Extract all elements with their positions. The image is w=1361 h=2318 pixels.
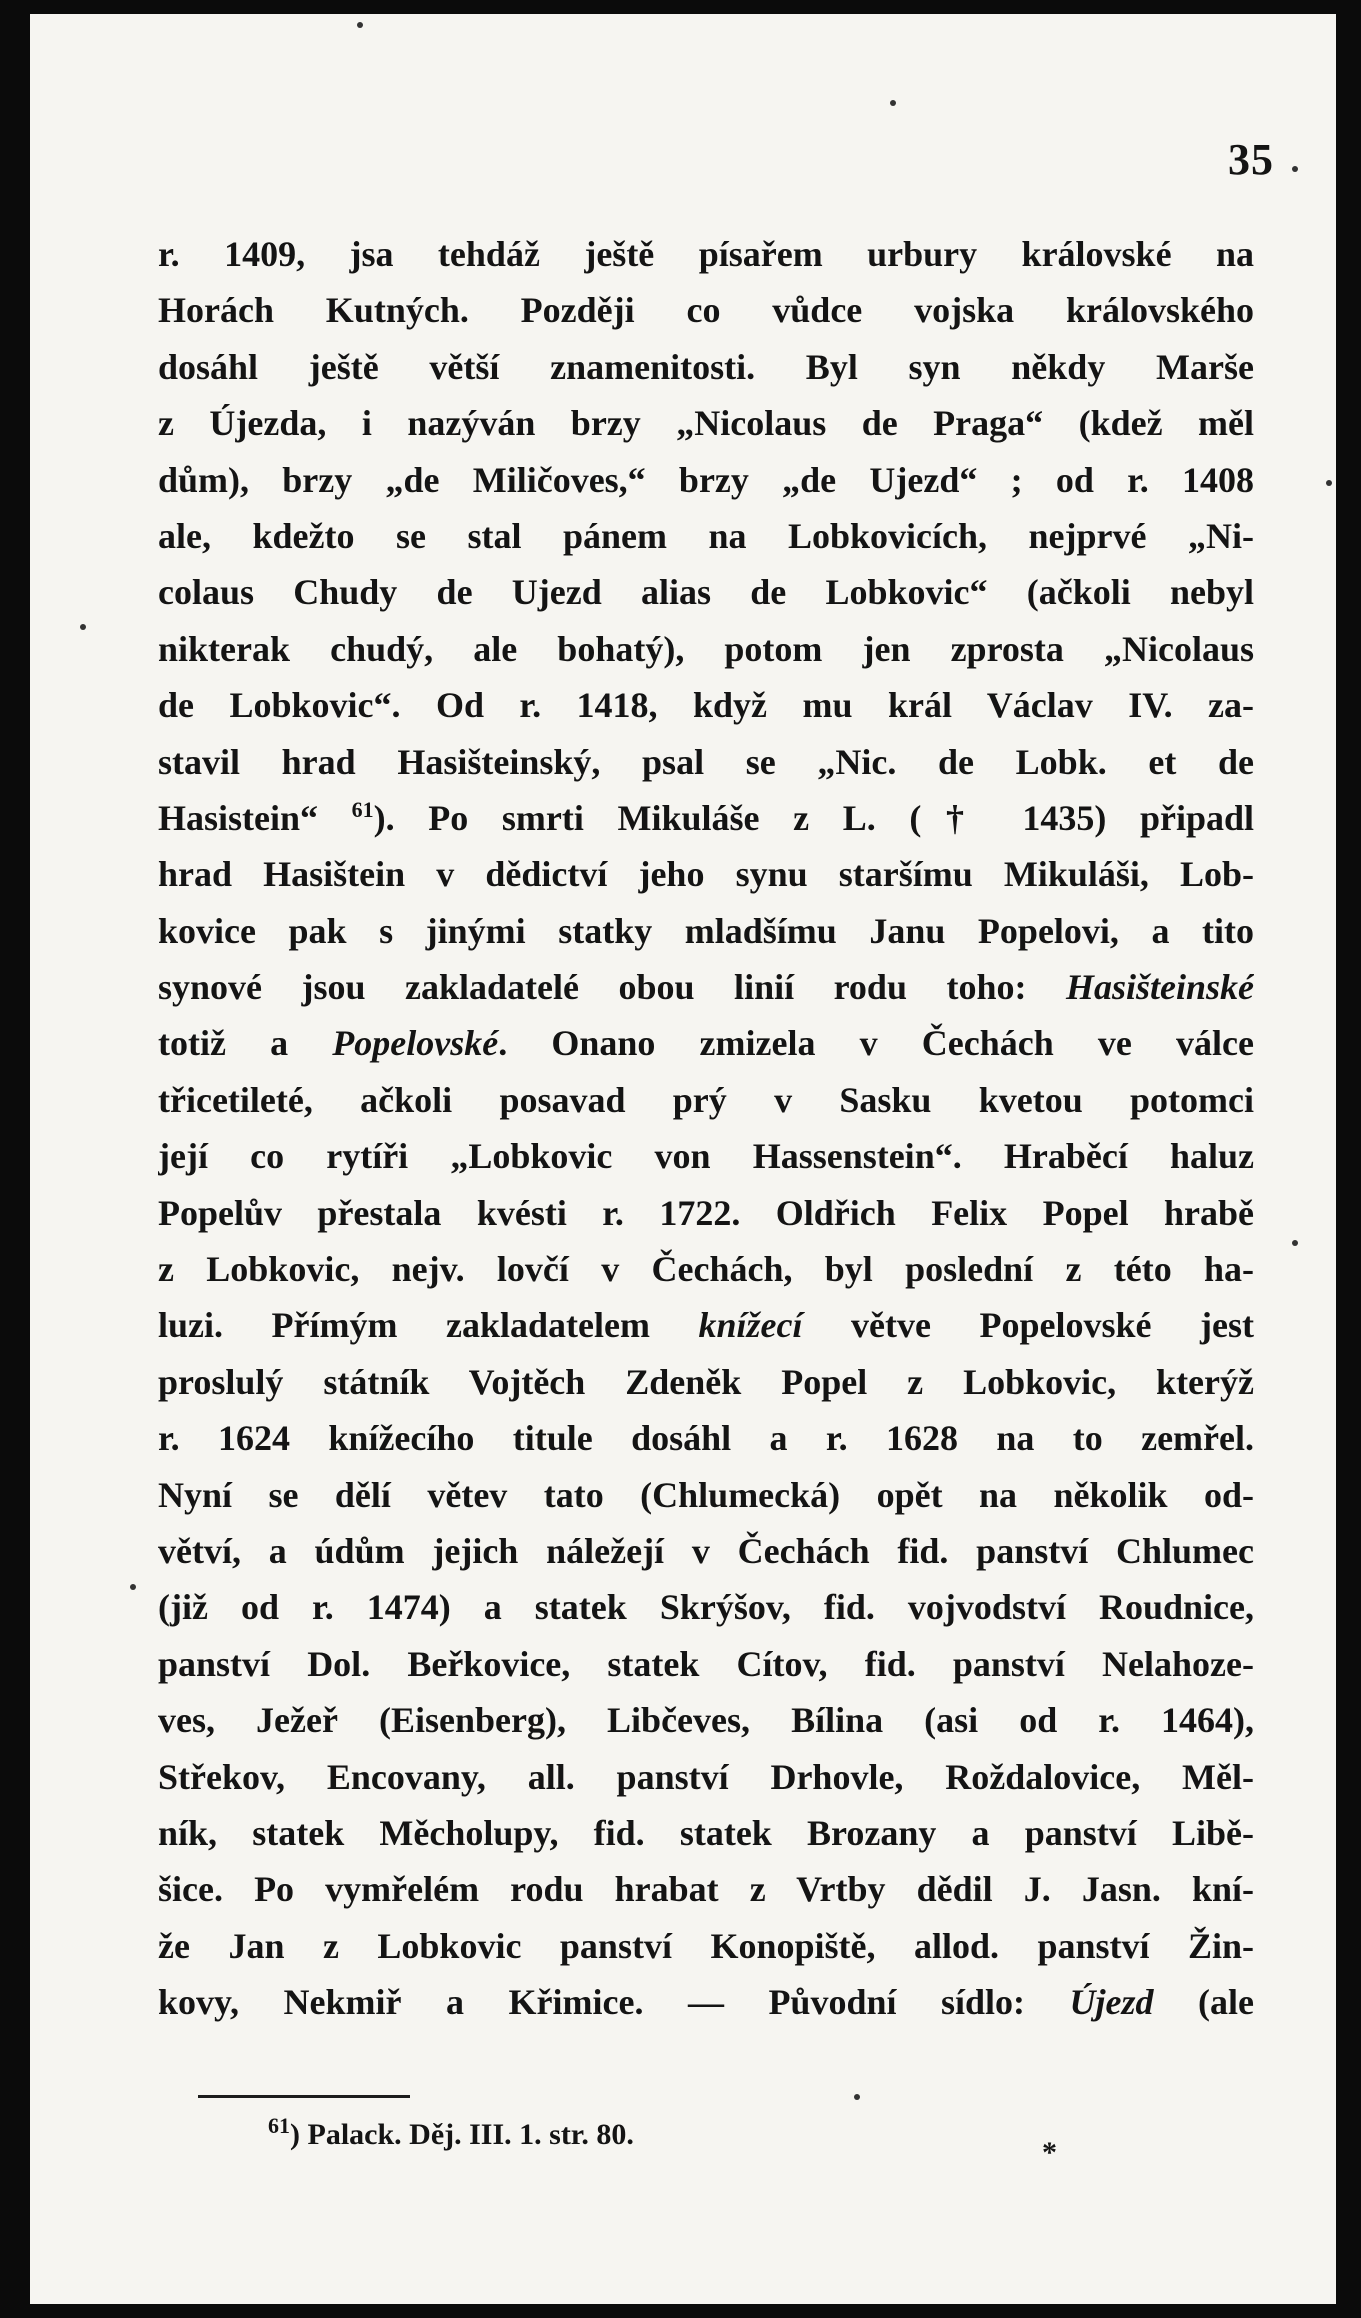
text-line: proslulý státník Vojtěch Zdeněk Popel z Lobkovic, kterýž [158, 1361, 1254, 1402]
text-line: stavil hrad Hasišteinský, psal se „Nic. de Lobk. et de [158, 741, 1254, 782]
text-line: Střekov, Encovany, all. panství Drhovle, Roždalovice, Měl- [158, 1756, 1254, 1797]
text-line: z Újezda, i nazýván brzy „Nicolaus de Praga“ (kdež měl [158, 403, 1254, 444]
paper-speck [1292, 166, 1298, 172]
text-line: synové jsou zakladatelé obou linií rodu toho: Hasišteinské [158, 967, 1254, 1008]
footnote-divider [198, 2095, 410, 2098]
text-line: ves, Ježeř (Eisenberg), Libčeves, Bílina (asi od r. 1464), [158, 1700, 1254, 1741]
book-page [30, 14, 1336, 2304]
text-line: colaus Chudy de Ujezd alias de Lobkovic“ (ačkoli nebyl [158, 572, 1254, 613]
footnote [268, 2110, 634, 2160]
text-line: její co rytíři „Lobkovic von Hassenstein“. Hraběcí haluz [158, 1136, 1254, 1177]
italic-term: Hasišteinské [1065, 967, 1254, 1008]
text-line: r. 1624 knížecího titule dosáhl a r. 1628 na to zemřel. [158, 1418, 1254, 1459]
body-text [158, 226, 1254, 2031]
text-line: dosáhl ještě větší znamenitosti. Byl syn někdy Marše [158, 346, 1254, 387]
italic-term: knížecí [698, 1305, 803, 1346]
footnote-marker: 61 [268, 2113, 290, 2138]
text-line: kovy, Nekmiř a Křimice. — Původní sídlo: Újezd (ale [158, 1982, 1254, 2023]
text-line: větví, a údům jejich náležejí v Čechách fid. panství Chlumec [158, 1530, 1254, 1571]
text-line: ale, kdežto se stal pánem na Lobkovicích, nejprvé „Ni- [158, 515, 1254, 556]
paper-speck [890, 100, 896, 106]
paper-speck [80, 624, 86, 630]
text-line: třicetileté, ačkoli posavad prý v Sasku kvetou potomci [158, 1079, 1254, 1120]
paper-speck [1292, 1240, 1298, 1246]
italic-term: Popelovské [332, 1023, 499, 1064]
text-line: panství Dol. Beřkovice, statek Cítov, fid. panství Nelahoze- [158, 1643, 1254, 1684]
text-line: z Lobkovic, nejv. lovčí v Čechách, byl poslední z této ha- [158, 1249, 1254, 1290]
text-line: Hasistein“ $^{61}$). Po smrti Mikuláše z L. († 1435) připadl [158, 796, 1254, 838]
footnote-text: ) Palack. Děj. III. 1. str. 80. [290, 2118, 634, 2151]
signature-mark: * [1042, 2136, 1057, 2169]
text-line: že Jan z Lobkovic panství Konopiště, allod. panství Žin- [158, 1925, 1254, 1966]
text-line: kovice pak s jinými statky mladšímu Janu Popelovi, a tito [158, 910, 1254, 951]
text-line: totiž a Popelovské. Onano zmizela v Čechách ve válce [158, 1023, 1254, 1064]
footnote-reference[interactable]: 61 [351, 796, 374, 822]
paper-speck [854, 2094, 860, 2100]
page-number: 35 [1228, 135, 1274, 184]
italic-term: Újezd [1069, 1982, 1154, 2023]
text-line: šice. Po vymřelém rodu hrabat z Vrtby dědil J. Jasn. kní- [158, 1869, 1254, 1910]
text-line: ník, statek Měcholupy, fid. statek Brozany a panství Libě- [158, 1812, 1254, 1853]
text-line: hrad Hasištein v dědictví jeho synu staršímu Mikuláši, Lob- [158, 854, 1254, 895]
text-line: r. 1409, jsa tehdáž ještě písařem urbury královské na [158, 234, 1254, 274]
paper-speck [130, 1584, 136, 1590]
paper-speck [357, 22, 363, 28]
paper-speck [1326, 480, 1332, 486]
text-line: nikterak chudý, ale bohatý), potom jen zprosta „Nicolaus [158, 628, 1254, 669]
text-line: de Lobkovic“. Od r. 1418, když mu král Václav IV. za- [158, 685, 1254, 726]
text-line: Popelův přestala kvésti r. 1722. Oldřich Felix Popel hrabě [158, 1192, 1254, 1233]
text-line: Horách Kutných. Později co vůdce vojska královského [158, 290, 1254, 331]
text-line: (již od r. 1474) a statek Skrýšov, fid. vojvodství Roudnice, [158, 1587, 1254, 1628]
text-line: dům), brzy „de Miličoves,“ brzy „de Ujezd“ ; od r. 1408 [158, 459, 1254, 500]
text-line: luzi. Přímým zakladatelem knížecí větve Popelovské jest [158, 1305, 1254, 1346]
text-line: Nyní se dělí větev tato (Chlumecká) opět na několik od- [158, 1474, 1254, 1515]
